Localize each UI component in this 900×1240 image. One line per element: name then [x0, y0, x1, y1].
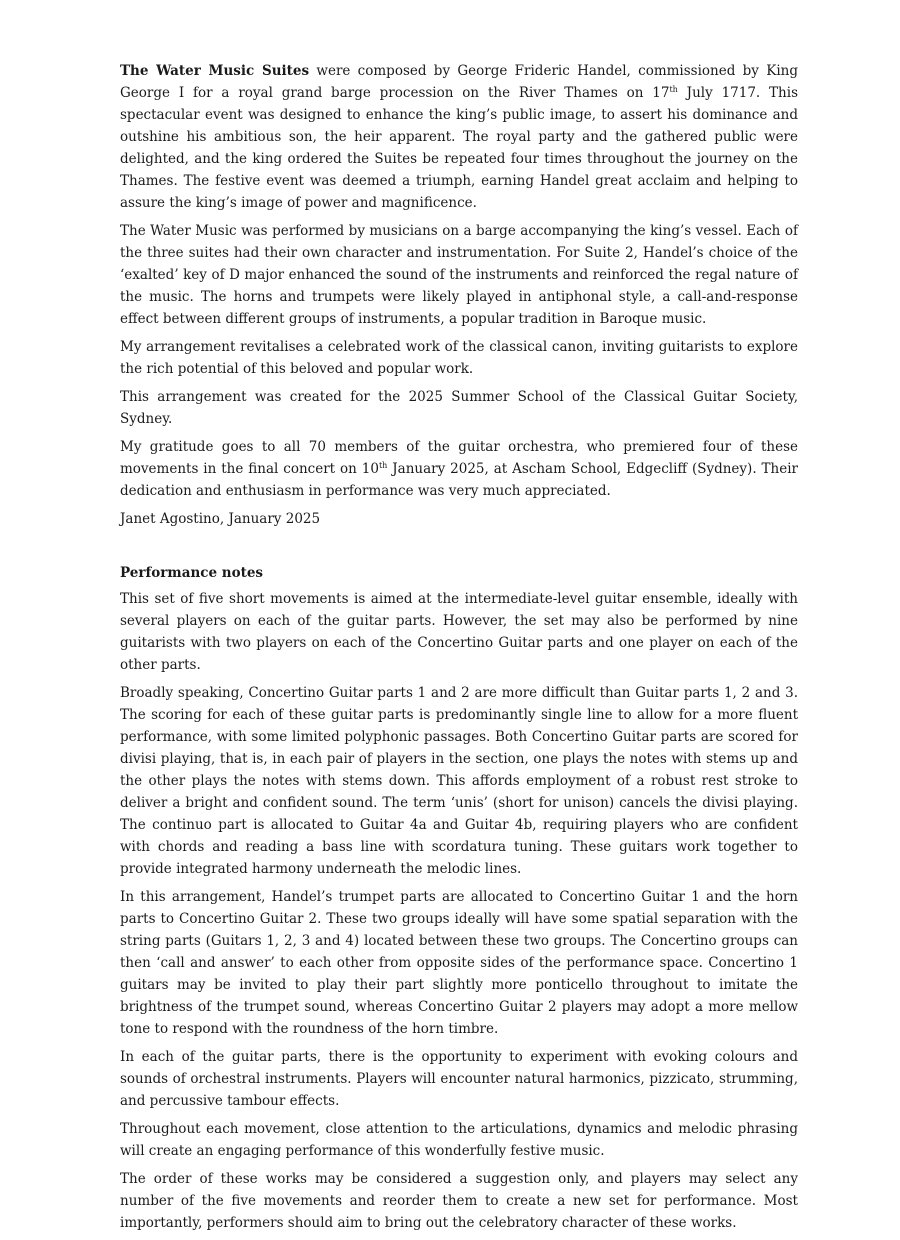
intro-paragraph-1 [120, 60, 798, 214]
intro-p1-text-b: July 1717. This spectacular event was designed to enhance the king’s public image, to assert his dominance and outshine his ambitious son, the heir apparent. The royal party and the gathered public were delighted, and the king ordered the Suites be repeated four times throughout the journey on the Thames. The festive event was deemed a triumph, earning Handel great acclaim and helping to assure the king’s image of power and magnificence. [120, 85, 798, 211]
section-heading: Performance notes [120, 565, 264, 581]
ordinal-suffix: th [669, 85, 678, 94]
intro-paragraph-5 [120, 436, 798, 502]
notes-paragraph-1: This set of five short movements is aimed at the intermediate-level guitar ensemble, ideally with several players on each of the guitar parts. However, the set may also be performed by nine guitarists with two players on each of the Concertino Guitar parts and one player on each of the other parts. [120, 591, 798, 673]
document-page [120, 60, 798, 1240]
intro-p5-text-b: January 2025, at Ascham School, Edgecliff (Sydney). Their dedication and enthusiasm in performance was very much appreciated. [120, 461, 798, 499]
author-signature: Janet Agostino, January 2025 [120, 511, 321, 527]
notes-paragraph-4: In each of the guitar parts, there is the opportunity to experiment with evoking colours and sounds of orchestral instruments. Players will encounter natural harmonics, pizzicato, strumming, and percussive tambour effects. [120, 1049, 798, 1109]
intro-paragraph-3: My arrangement revitalises a celebrated work of the classical canon, inviting guitarists to explore the rich potential of this beloved and popular work. [120, 339, 798, 377]
intro-p5-text-a: My gratitude goes to all 70 members of the guitar orchestra, who premiered four of these movements in the final concert on 10 [120, 439, 798, 477]
intro-title: The Water Music Suites [120, 63, 310, 79]
notes-paragraph-6: The order of these works may be considered a suggestion only, and players may select any number of the five movements and reorder them to create a new set for performance. Most importantly, performers should aim to bring out the celebratory character of these works. [120, 1171, 798, 1231]
section-spacer [120, 530, 798, 562]
intro-p1-text-a: were composed by George Frideric Handel, commissioned by King George I for a royal grand barge procession on the River Thames on 17 [120, 63, 798, 101]
notes-paragraph-5: Throughout each movement, close attention to the articulations, dynamics and melodic phrasing will create an engaging performance of this wonderfully festive music. [120, 1121, 798, 1159]
intro-paragraph-2: The Water Music was performed by musicians on a barge accompanying the king’s vessel. Each of the three suites had their own character and instrumentation. For Suite 2, Handel’s choice of the ‘exalted’ key of D major enhanced the sound of the instruments and reinforced the regal nature of the music. The horns and trumpets were likely played in antiphonal style, a call-and-response effect between different groups of instruments, a popular tradition in Baroque music. [120, 223, 798, 327]
notes-paragraph-2: Broadly speaking, Concertino Guitar parts 1 and 2 are more difficult than Guitar parts 1, 2 and 3. The scoring for each of these guitar parts is predominantly single line to allow for a more fluent performance, with some limited polyphonic passages. Both Concertino Guitar parts are scored for divisi playing, that is, in each pair of players in the section, one plays the notes with stems up and the other plays the notes with stems down. This affords employment of a robust rest stroke to deliver a bright and confident sound. The term ‘unis’ (short for unison) cancels the divisi playing. The continuo part is allocated to Guitar 4a and Guitar 4b, requiring players who are confident with chords and reading a bass line with scordatura tuning. These guitars work together to provide integrated harmony underneath the melodic lines. [120, 685, 798, 877]
ordinal-suffix: th [378, 461, 388, 470]
notes-paragraph-3: In this arrangement, Handel’s trumpet parts are allocated to Concertino Guitar 1 and the horn parts to Concertino Guitar 2. These two groups ideally will have some spatial separation with the string parts (Guitars 1, 2, 3 and 4) located between these two groups. The Concertino groups can then ‘call and answer’ to each other from opposite sides of the performance space. Concertino 1 guitars may be invited to play their part slightly more ponticello throughout to imitate the brightness of the trumpet sound, whereas Concertino Guitar 2 players may adopt a more mellow tone to respond with the roundness of the horn timbre. [120, 889, 798, 1037]
intro-paragraph-4: This arrangement was created for the 2025 Summer School of the Classical Guitar Society, Sydney. [120, 389, 798, 427]
